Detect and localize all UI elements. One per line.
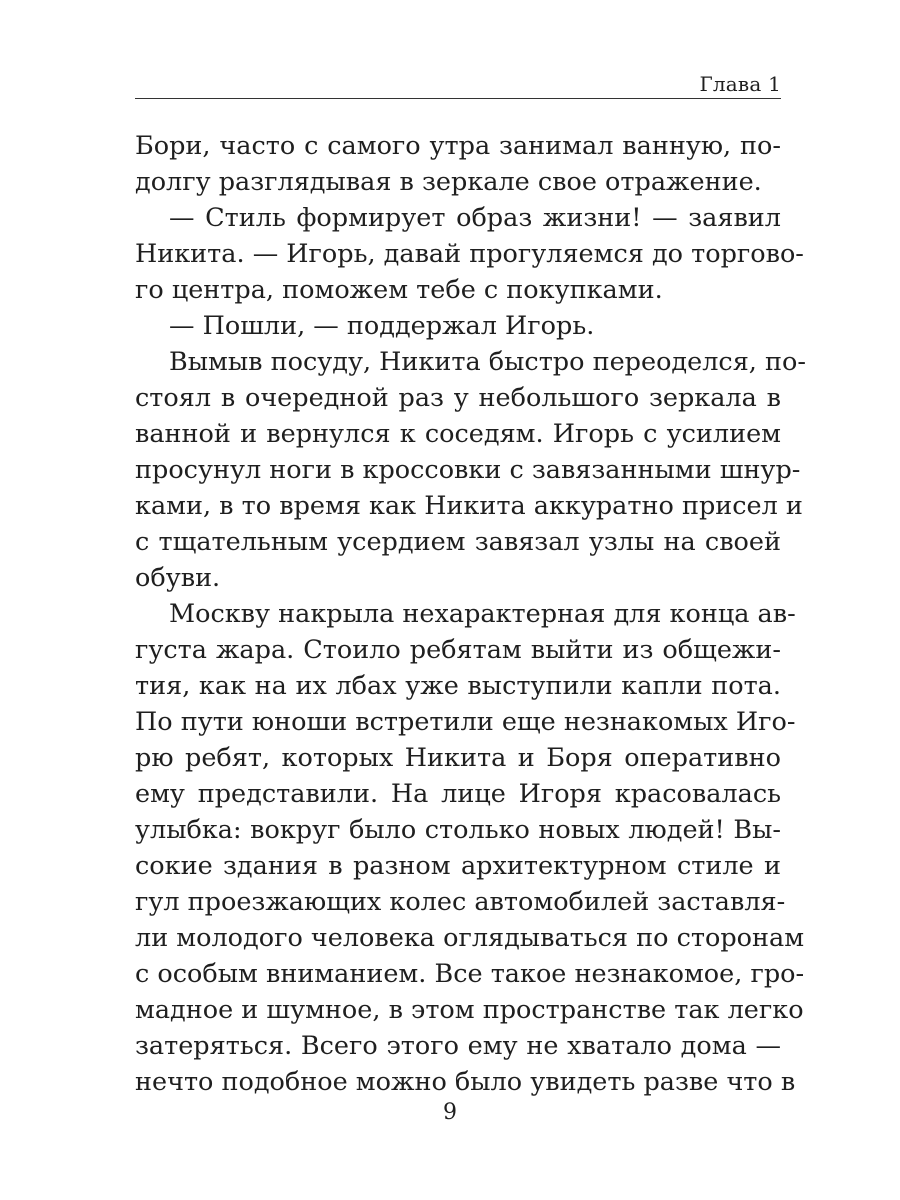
text-line: рю ребят, которых Никита и Боря оперативно <box>135 743 781 773</box>
chapter-title: Глава 1 <box>699 72 781 96</box>
text-line: ками, в то время как Никита аккуратно присел и <box>135 491 803 521</box>
text-line: улыбка: вокруг было столько новых людей! Вы- <box>135 815 781 845</box>
text-line: ли молодого человека оглядываться по сторонам <box>135 923 805 953</box>
text-line: сокие здания в разном архитектурном стиле и <box>135 851 781 881</box>
text-line: долгу разглядывая в зеркале свое отражение. <box>135 167 762 197</box>
body-text <box>135 128 806 1100</box>
text-line: просунул ноги в кроссовки с завязанными шнур- <box>135 455 801 485</box>
text-line: — Стиль формирует образ жизни! — заявил <box>169 203 781 233</box>
text-line: Москву накрыла нехарактерная для конца ав- <box>169 599 796 629</box>
text-line: затеряться. Всего этого ему не хватало дома — <box>135 1031 781 1061</box>
text-line: тия, как на их лбах уже выступили капли пота. <box>135 671 781 701</box>
text-line: Вымыв посуду, Никита быстро переоделся, по- <box>169 347 806 377</box>
text-line: Никита. — Игорь, давай прогуляемся до торгово- <box>135 239 804 269</box>
text-line: ванной и вернулся к соседям. Игорь с усилием <box>135 419 781 449</box>
text-line: го центра, поможем тебе с покупками. <box>135 275 663 305</box>
text-line: ему представили. На лице Игоря красовалась <box>135 779 781 809</box>
text-line: мадное и шумное, в этом пространстве так легко <box>135 995 804 1025</box>
text-line: Бори, часто с самого утра занимал ванную, по- <box>135 131 781 161</box>
text-line: с тщательным усердием завязал узлы на своей <box>135 527 781 557</box>
text-line: — Пошли, — поддержал Игорь. <box>169 311 595 341</box>
text-line: стоял в очередной раз у небольшого зеркала в <box>135 383 781 413</box>
text-line: обуви. <box>135 563 221 593</box>
page-number: 9 <box>443 1100 457 1125</box>
text-line: нечто подобное можно было увидеть разве что в <box>135 1067 796 1097</box>
text-line: гул проезжающих колес автомобилей заставля- <box>135 887 786 917</box>
text-line: с особым вниманием. Все такое незнакомое, гро- <box>135 959 805 989</box>
running-head <box>135 70 781 99</box>
text-line: По пути юноши встретили еще незнакомых Иго- <box>135 707 796 737</box>
text-line: густа жара. Стоило ребятам выйти из общежи- <box>135 635 781 665</box>
